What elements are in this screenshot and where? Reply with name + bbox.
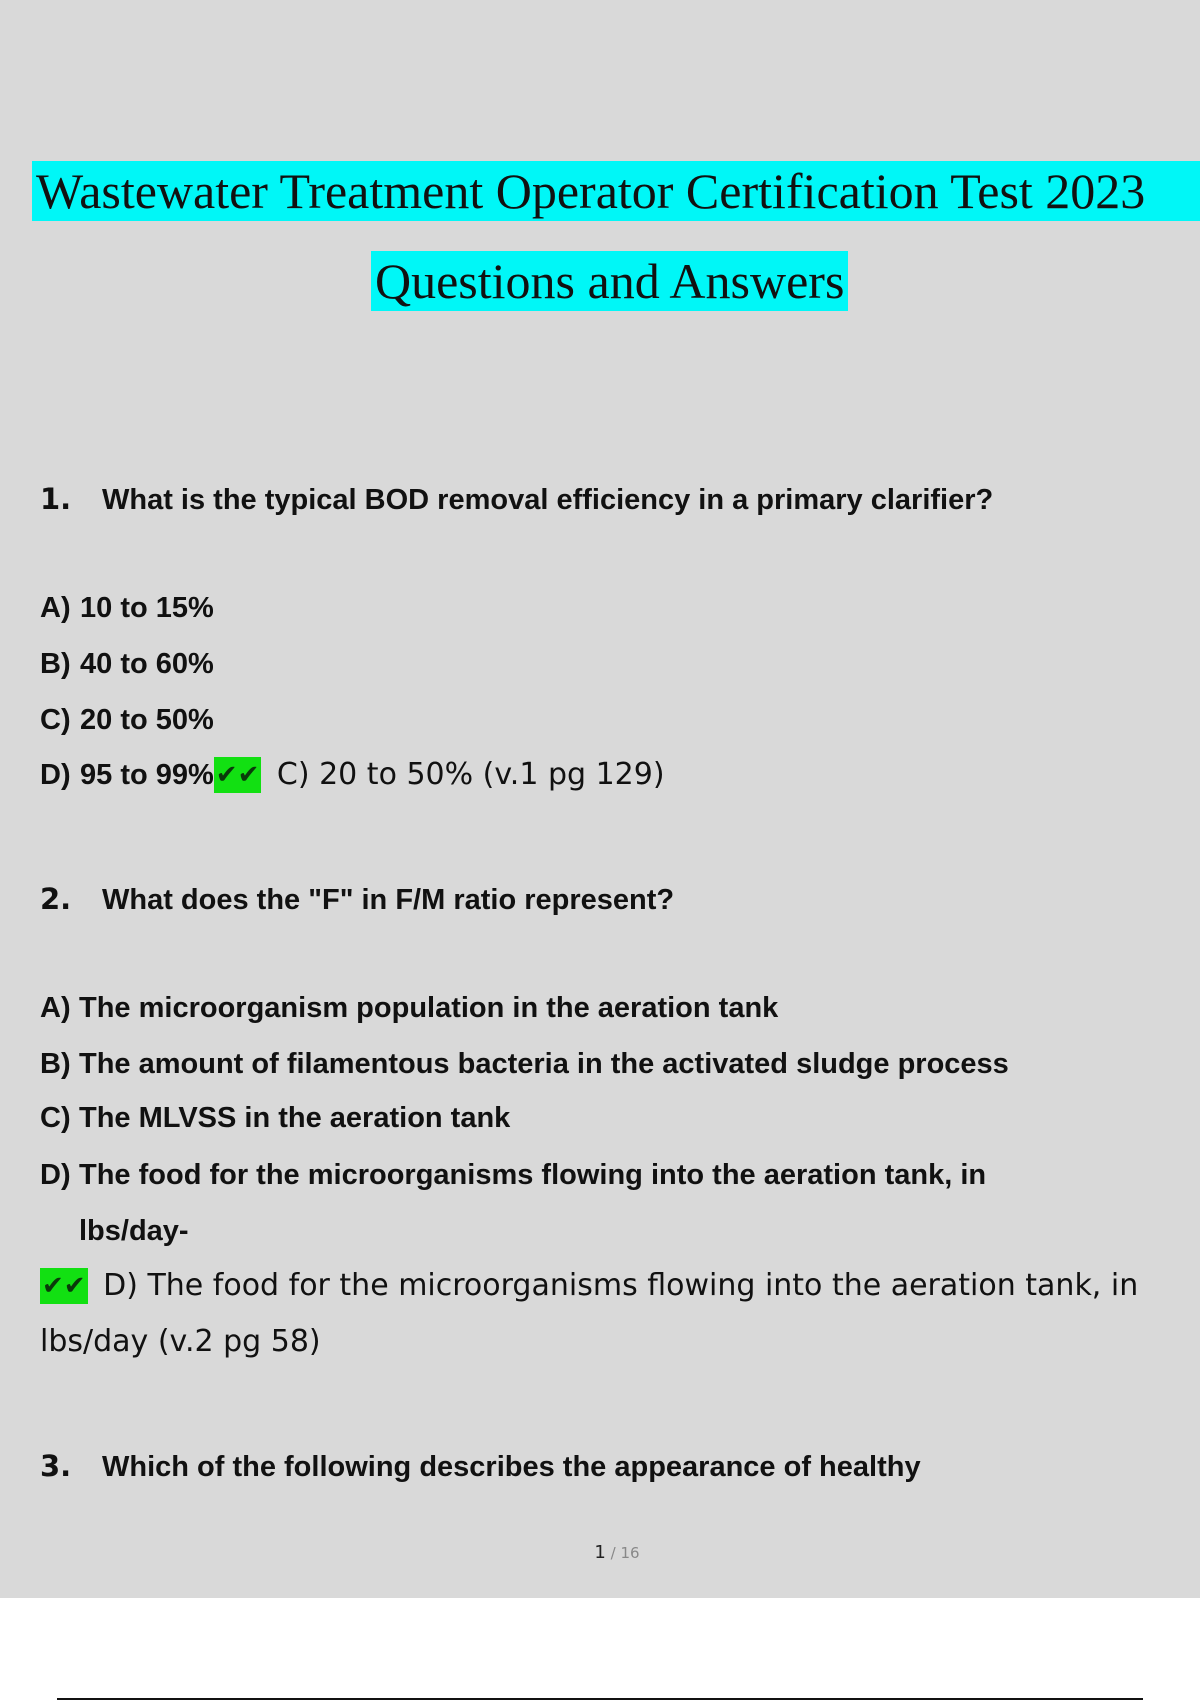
option-text: The amount of filamentous bacteria in the activated sludge process [79,1048,1009,1080]
option-letter: D) [40,1159,71,1191]
question-number: 3. [40,1449,72,1483]
question-number: 2. [40,882,72,916]
question-2-option-b [40,1044,1009,1084]
double-check-icon: ✔✔ [40,1268,88,1304]
option-letter: C) [40,1102,71,1134]
question-2-option-d-continuation: lbs/day- [79,1215,189,1247]
option-letter: D) [40,759,71,791]
option-text: 20 to 50% [80,704,214,736]
question-1-option-b [40,644,214,684]
question-text: Which of the following describes the appearance of healthy [102,1451,921,1483]
question-3-heading [40,1449,921,1484]
option-text: 40 to 60% [80,648,214,680]
question-1-option-a [40,588,214,628]
question-1-answer: C) 20 to 50% (v.1 pg 129) [267,757,665,792]
option-letter: B) [40,1048,71,1080]
page-indicator [0,1542,1200,1563]
question-number: 1. [40,482,72,516]
option-text: The microorganism population in the aeration tank [79,992,779,1024]
page-total: 16 [620,1544,640,1562]
option-letter: A) [40,992,71,1024]
option-letter: A) [40,592,71,624]
option-text: 95 to 99% [80,759,214,791]
question-1-option-d [40,755,665,795]
question-1-heading [40,482,993,517]
question-2-option-a [40,988,778,1028]
option-letter: B) [40,648,71,680]
document-title-line-1: Wastewater Treatment Operator Certification Test 2023 [32,161,1200,221]
question-2-option-c [40,1098,510,1138]
option-text: The food for the microorganisms flowing into the aeration tank, in [79,1159,987,1191]
option-letter: C) [40,704,71,736]
document-title-line-2: Questions and Answers [371,251,848,311]
page-separator: / [605,1544,621,1562]
double-check-icon: ✔✔ [214,757,262,793]
option-text: 10 to 15% [80,592,214,624]
option-text: The MLVSS in the aeration tank [79,1102,511,1134]
question-2-answer: D) The food for the microorganisms flowing into the aeration tank, in lbs/day (v.2 pg 58) [40,1268,1139,1359]
question-1-option-c [40,700,214,740]
question-2-answer-block [40,1258,1190,1370]
question-text: What does the "F" in F/M ratio represent? [102,884,675,916]
question-text: What is the typical BOD removal efficiency in a primary clarifier? [102,484,994,516]
page-current: 1 [594,1542,606,1563]
question-2-heading [40,882,674,917]
question-2-option-d [40,1155,986,1195]
